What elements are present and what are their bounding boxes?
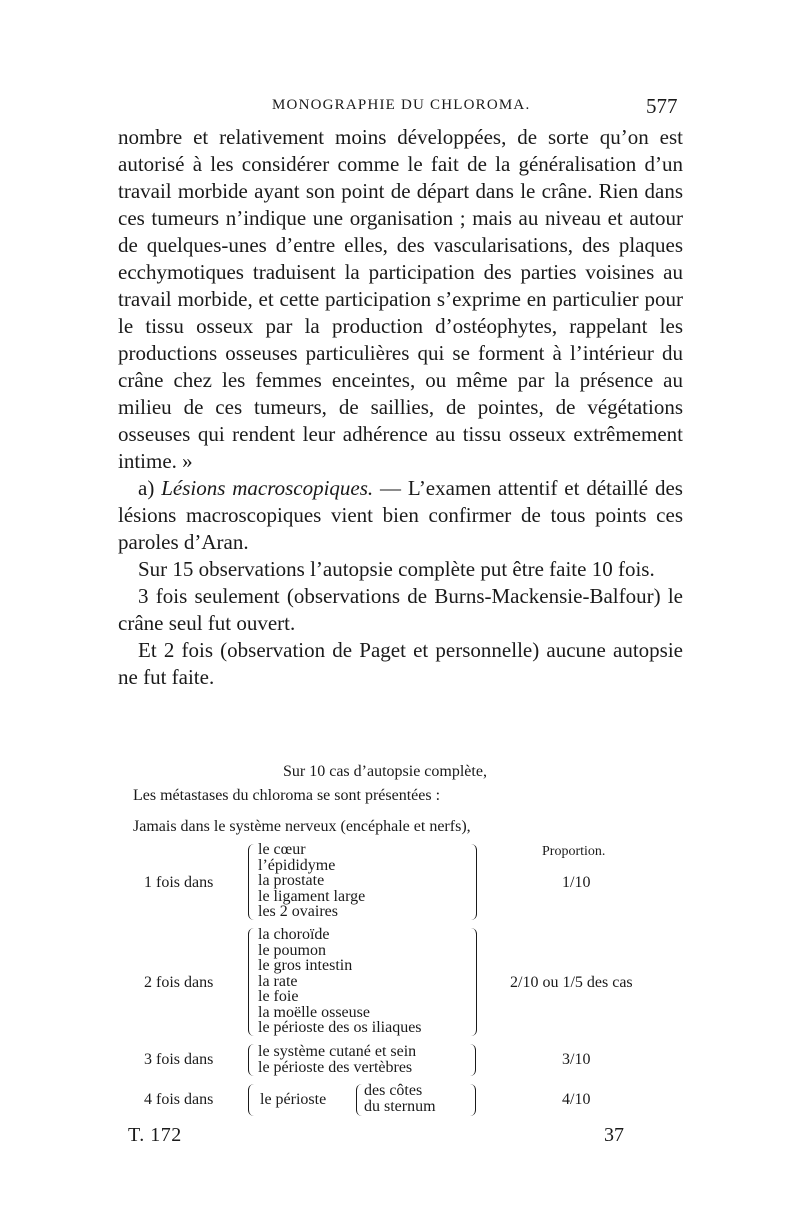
row-1-proportion: 1/10: [562, 874, 591, 891]
table-intro-1: Sur 10 cas d’autopsie complète,: [283, 763, 487, 780]
left-brace: [356, 1084, 362, 1116]
paragraph-continuation: nombre et relativement moins développées, de sorte qu’on est autorisé à les considérer comme le fait de la généralisation d’un travail morbide ayant son point de départ dans le crâne. Rien dans ces tumeurs n’indique une organisation ; mais au niveau et autour de quelques-unes d’entre elles, des vascularisations, des plaques ecchymotiques traduisent la participation des parties voisines au travail morbide, et cette participation s’exprime en particulier pour le tissu osseux par la production d’ostéophytes, rappelant les productions osseuses particulières qui se forment à l’intérieur du crâne chez les femmes enceintes, ou même par la présence au milieu de ces tumeurs, de saillies, de pointes, de végétations osseuses qui rendent leur adhérence au tissu osseux extrêmement intime. »: [118, 125, 683, 473]
list-item: l’épididyme: [258, 856, 336, 874]
row-3-proportion: 3/10: [562, 1051, 591, 1068]
list-item: le foie: [258, 988, 299, 1005]
row-4-label: 4 fois dans: [144, 1091, 214, 1108]
list-item: les 2 ovaires: [258, 903, 338, 920]
row-1-label: 1 fois dans: [144, 874, 214, 891]
paragraph-observations: Sur 15 observations l’autopsie complète put être faite 10 fois.: [138, 557, 655, 581]
right-brace: [470, 1084, 476, 1116]
list-item: le système cutané et sein: [258, 1043, 417, 1060]
right-brace: [470, 928, 477, 1036]
row-4-subitems: [364, 1083, 436, 1114]
row-2-proportion: 2/10 ou 1/5 des cas: [510, 974, 633, 991]
section-heading: Lésions macroscopiques.: [161, 476, 374, 500]
row-4-item: le périoste: [260, 1091, 327, 1108]
list-item: le cœur: [258, 841, 306, 858]
list-item: du sternum: [364, 1097, 436, 1115]
list-item: le ligament large: [258, 887, 366, 905]
row-3-items: [258, 1044, 416, 1075]
proportion-header: Proportion.: [542, 844, 606, 859]
list-item: le périoste des os iliaques: [258, 1019, 422, 1036]
list-item: le périoste des vertèbres: [258, 1058, 413, 1076]
row-3-label: 3 fois dans: [144, 1051, 214, 1068]
row-2-items: [258, 927, 422, 1036]
list-item: la rate: [258, 972, 298, 990]
list-item: des côtes: [364, 1082, 423, 1099]
row-4-proportion: 4/10: [562, 1091, 591, 1108]
table-intro-2: Les métastases du chloroma se sont présentées :: [133, 787, 441, 804]
list-item: le poumon: [258, 941, 326, 959]
body-text: [118, 124, 683, 691]
page-number: 577: [646, 94, 678, 118]
left-brace: [248, 1084, 254, 1116]
right-brace: [470, 844, 477, 920]
row-1-items: [258, 842, 365, 920]
section-label: a): [138, 476, 162, 500]
running-title: MONOGRAPHIE DU CHLOROMA.: [272, 97, 531, 113]
section-text: — L’examen attentif et détaillé des lésions macroscopiques vient bien confirmer de tous points ces paroles d’Aran.: [118, 476, 683, 554]
volume-mark: T. 172: [128, 1124, 182, 1146]
right-brace: [470, 1044, 476, 1076]
list-item: le gros intestin: [258, 957, 353, 974]
list-item: la choroïde: [258, 926, 330, 943]
left-brace: [248, 844, 255, 920]
paragraph-no-autopsy: Et 2 fois (observation de Paget et personnelle) aucune autopsie ne fut faite.: [118, 638, 683, 689]
row-2-label: 2 fois dans: [144, 974, 214, 991]
left-brace: [248, 1044, 254, 1076]
signature-mark: 37: [604, 1124, 624, 1146]
left-brace: [248, 928, 255, 1036]
paragraph-crane: 3 fois seulement (observations de Burns-Mackensie-Balfour) le crâne seul fut ouvert.: [118, 584, 683, 635]
paragraph-lesions: [118, 475, 683, 556]
list-item: la moëlle osseuse: [258, 1003, 370, 1021]
table-intro-3: Jamais dans le système nerveux (encéphale et nerfs),: [133, 818, 471, 835]
list-item: la prostate: [258, 872, 325, 889]
